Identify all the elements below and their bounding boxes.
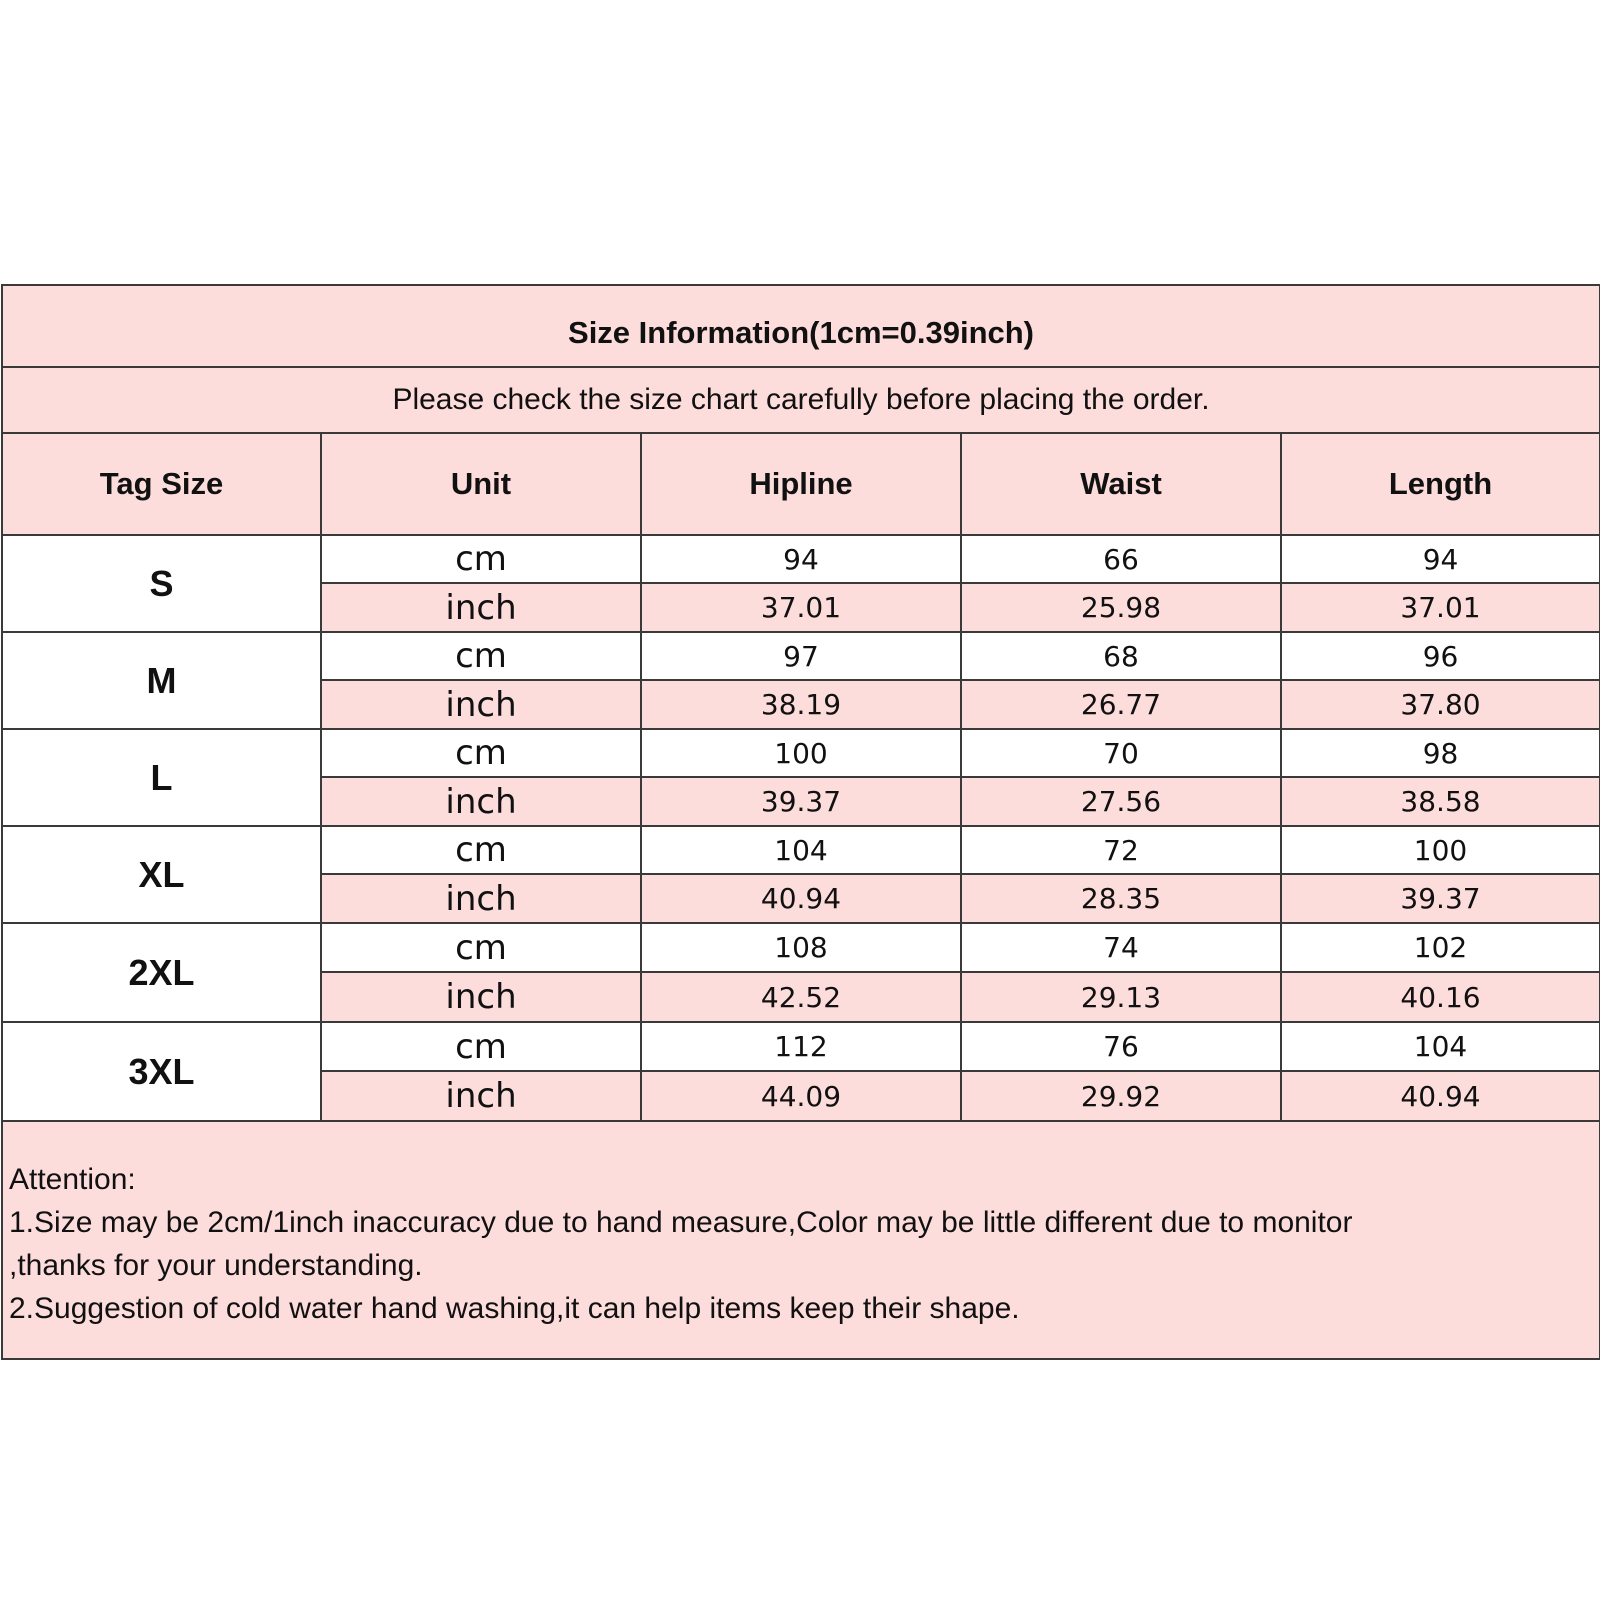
waist-cm-cell: 72: [961, 826, 1281, 874]
hipline-inch-cell: 44.09: [641, 1071, 961, 1121]
header-waist: Waist: [961, 433, 1281, 535]
attention-line-1: 1.Size may be 2cm/1inch inaccuracy due to hand measure,Color may be little different due to monitor: [9, 1206, 1353, 1239]
waist-inch-cell: 28.35: [961, 874, 1281, 923]
hipline-cm-cell: 94: [641, 535, 961, 583]
length-cm-cell: 100: [1281, 826, 1600, 874]
tag-size-cell: M: [2, 632, 321, 729]
unit-cell-inch: inch: [321, 874, 641, 923]
table-row: [2, 826, 1600, 874]
length-cm-cell: 94: [1281, 535, 1600, 583]
length-inch-cell: 37.80: [1281, 680, 1600, 729]
unit-cell-cm: cm: [321, 826, 641, 874]
waist-inch-cell: 26.77: [961, 680, 1281, 729]
attention-heading: Attention:: [9, 1163, 136, 1196]
length-inch-cell: 39.37: [1281, 874, 1600, 923]
table-row: [2, 923, 1600, 972]
unit-cell-cm: cm: [321, 535, 641, 583]
waist-inch-cell: 27.56: [961, 777, 1281, 826]
header-length: Length: [1281, 433, 1600, 535]
hipline-inch-cell: 37.01: [641, 583, 961, 632]
unit-cell-cm: cm: [321, 923, 641, 972]
waist-inch-cell: 29.13: [961, 972, 1281, 1022]
table-row: [2, 1022, 1600, 1071]
hipline-cm-cell: 108: [641, 923, 961, 972]
tag-size-cell: L: [2, 729, 321, 826]
hipline-inch-cell: 38.19: [641, 680, 961, 729]
waist-inch-cell: 29.92: [961, 1071, 1281, 1121]
table-row: [2, 632, 1600, 680]
unit-cell-inch: inch: [321, 583, 641, 632]
waist-cm-cell: 76: [961, 1022, 1281, 1071]
waist-cm-cell: 70: [961, 729, 1281, 777]
length-inch-cell: 38.58: [1281, 777, 1600, 826]
unit-cell-cm: cm: [321, 632, 641, 680]
attention-notes: [2, 1121, 1600, 1359]
size-info-title: Size Information(1cm=0.39inch): [2, 285, 1600, 367]
tag-size-cell: S: [2, 535, 321, 632]
table-row: [2, 729, 1600, 777]
waist-cm-cell: 66: [961, 535, 1281, 583]
length-cm-cell: 96: [1281, 632, 1600, 680]
size-chart-table: [1, 284, 1600, 1360]
unit-cell-inch: inch: [321, 777, 641, 826]
tag-size-cell: 3XL: [2, 1022, 321, 1121]
length-inch-cell: 40.94: [1281, 1071, 1600, 1121]
header-unit: Unit: [321, 433, 641, 535]
length-inch-cell: 37.01: [1281, 583, 1600, 632]
header-tag-size: Tag Size: [2, 433, 321, 535]
attention-line-2: ,thanks for your understanding.: [9, 1249, 423, 1282]
unit-cell-cm: cm: [321, 1022, 641, 1071]
hipline-inch-cell: 39.37: [641, 777, 961, 826]
hipline-inch-cell: 42.52: [641, 972, 961, 1022]
hipline-cm-cell: 100: [641, 729, 961, 777]
hipline-cm-cell: 112: [641, 1022, 961, 1071]
length-cm-cell: 104: [1281, 1022, 1600, 1071]
table-row: [2, 535, 1600, 583]
waist-inch-cell: 25.98: [961, 583, 1281, 632]
unit-cell-inch: inch: [321, 1071, 641, 1121]
tag-size-cell: 2XL: [2, 923, 321, 1022]
waist-cm-cell: 74: [961, 923, 1281, 972]
attention-line-3: 2.Suggestion of cold water hand washing,it can help items keep their shape.: [9, 1292, 1020, 1325]
length-cm-cell: 98: [1281, 729, 1600, 777]
header-hipline: Hipline: [641, 433, 961, 535]
waist-cm-cell: 68: [961, 632, 1281, 680]
unit-cell-inch: inch: [321, 680, 641, 729]
hipline-inch-cell: 40.94: [641, 874, 961, 923]
header-row: [2, 433, 1600, 535]
size-check-note: Please check the size chart carefully before placing the order.: [2, 367, 1600, 433]
tag-size-cell: XL: [2, 826, 321, 923]
unit-cell-cm: cm: [321, 729, 641, 777]
hipline-cm-cell: 97: [641, 632, 961, 680]
length-cm-cell: 102: [1281, 923, 1600, 972]
length-inch-cell: 40.16: [1281, 972, 1600, 1022]
unit-cell-inch: inch: [321, 972, 641, 1022]
hipline-cm-cell: 104: [641, 826, 961, 874]
